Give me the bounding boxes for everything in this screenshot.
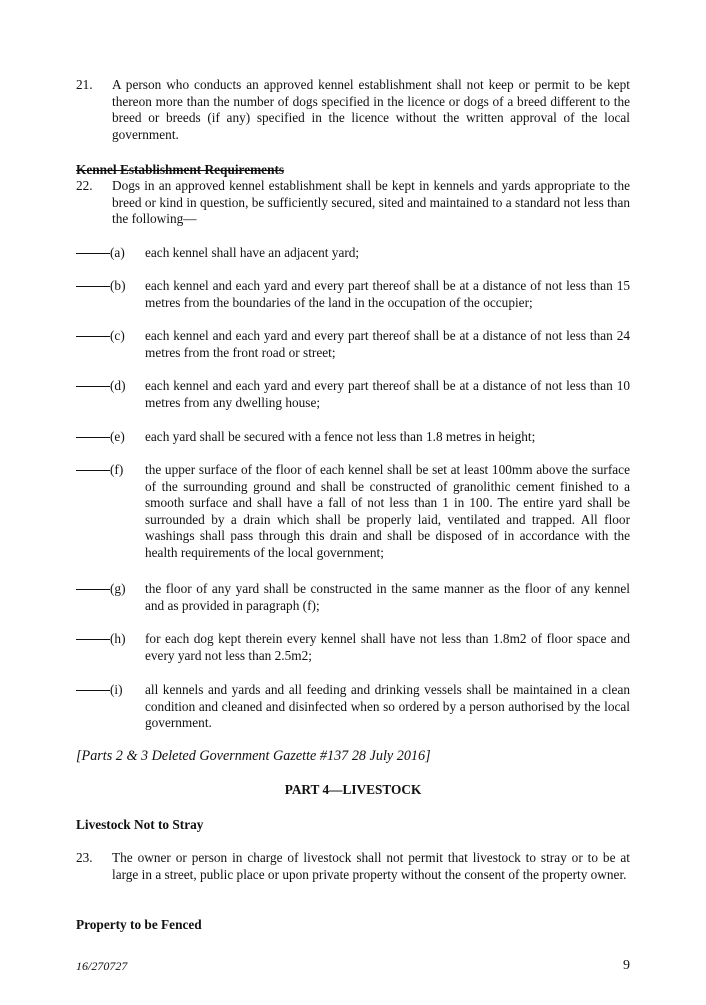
clause-22-item-g: [0, 581, 706, 615]
item-rule: [76, 336, 110, 337]
clause-22-number: 22.: [76, 178, 93, 193]
item-rule: [76, 437, 110, 438]
clause-21: [0, 77, 706, 145]
item-rule: [76, 253, 110, 254]
clause-22-item-i: [0, 682, 706, 734]
item-label: (b): [110, 278, 126, 293]
item-rule: [76, 690, 110, 691]
item-text: for each dog kept therein every kennel shall have not less than 1.8m2 of floor space and every yard not less than 2.5m2;: [145, 631, 630, 663]
item-label: (i): [110, 682, 123, 697]
item-label: (g): [110, 581, 126, 596]
footer-reference: 16/270727: [76, 959, 128, 973]
kennel-establishment-heading: Kennel Establishment Requirements: [76, 162, 285, 177]
item-text: each kennel and each yard and every part thereof shall be at a distance of not less than 10 metres from any dwelling house;: [145, 378, 630, 410]
item-text: each kennel and each yard and every part thereof shall be at a distance of not less than 15 metres from the boundaries of the land in the occupation of the occupier;: [145, 278, 630, 310]
clause-23-text: The owner or person in charge of livestock shall not permit that livestock to stray or to be at large in a street, public place or upon private property without the consent of the property owner.: [112, 850, 630, 882]
item-label: (h): [110, 631, 126, 646]
item-text: the floor of any yard shall be constructed in the same manner as the floor of any kennel and as provided in paragraph (f);: [145, 581, 630, 613]
clause-23: [0, 850, 706, 902]
clause-22: [0, 178, 706, 230]
clause-22-item-f: [0, 462, 706, 564]
item-label: (d): [110, 378, 126, 393]
clause-22-item-e: [0, 429, 706, 446]
item-text: each kennel shall have an adjacent yard;: [145, 245, 360, 260]
item-text: all kennels and yards and all feeding and drinking vessels shall be maintained in a clean condition and cleaned and disinfected when so ordered by a person authorised by the local government.: [145, 682, 630, 731]
clause-22-item-a: [0, 245, 706, 262]
page-number: 9: [623, 958, 630, 973]
clause-22-item-h: [0, 631, 706, 665]
clause-22-item-b: [0, 278, 706, 312]
item-rule: [76, 589, 110, 590]
clause-22-text: Dogs in an approved kennel establishment shall be kept in kennels and yards appropriate to the breed or kind in question, be sufficiently secured, sited and maintained to a standard not less than the following—: [112, 178, 630, 227]
item-label: (a): [110, 245, 125, 260]
livestock-not-to-stray-heading: Livestock Not to Stray: [76, 817, 204, 832]
item-rule: [76, 470, 110, 471]
clause-21-number: 21.: [76, 77, 93, 92]
clause-21-text: A person who conducts an approved kennel establishment shall not keep or permit to be kept thereon more than the number of dogs specified in the licence or dogs of a breed different to the breed or breeds (if any) specified in the licence without the written approval of the local government.: [112, 77, 630, 142]
property-to-be-fenced-heading: Property to be Fenced: [76, 917, 202, 932]
item-rule: [76, 639, 110, 640]
part-4-heading: PART 4—LIVESTOCK: [284, 782, 422, 797]
clause-22-item-d: [0, 378, 706, 412]
item-label: (c): [110, 328, 125, 343]
item-rule: [76, 386, 110, 387]
item-label: (f): [110, 462, 124, 477]
clause-22-item-c: [0, 328, 706, 362]
clause-23-number: 23.: [76, 850, 93, 865]
item-text: each yard shall be secured with a fence not less than 1.8 metres in height;: [145, 429, 536, 444]
item-text: the upper surface of the floor of each kennel shall be set at least 100mm above the surface of the surrounding ground and shall be constructed of granolithic cement finished to a smooth surface and shall have a fall of not less than 1 in 100. The entire yard shall be surrounded by a drain which shall be properly laid, ventilated and trapped. All floor washings shall pass through this drain and shall be disposed of in accordance with the health requirements of the local government;: [145, 462, 630, 560]
item-rule: [76, 286, 110, 287]
item-label: (e): [110, 429, 125, 444]
item-text: each kennel and each yard and every part thereof shall be at a distance of not less than 24 metres from the front road or street;: [145, 328, 630, 360]
deleted-parts-note: [Parts 2 & 3 Deleted Government Gazette #137 28 July 2016]: [76, 748, 431, 764]
